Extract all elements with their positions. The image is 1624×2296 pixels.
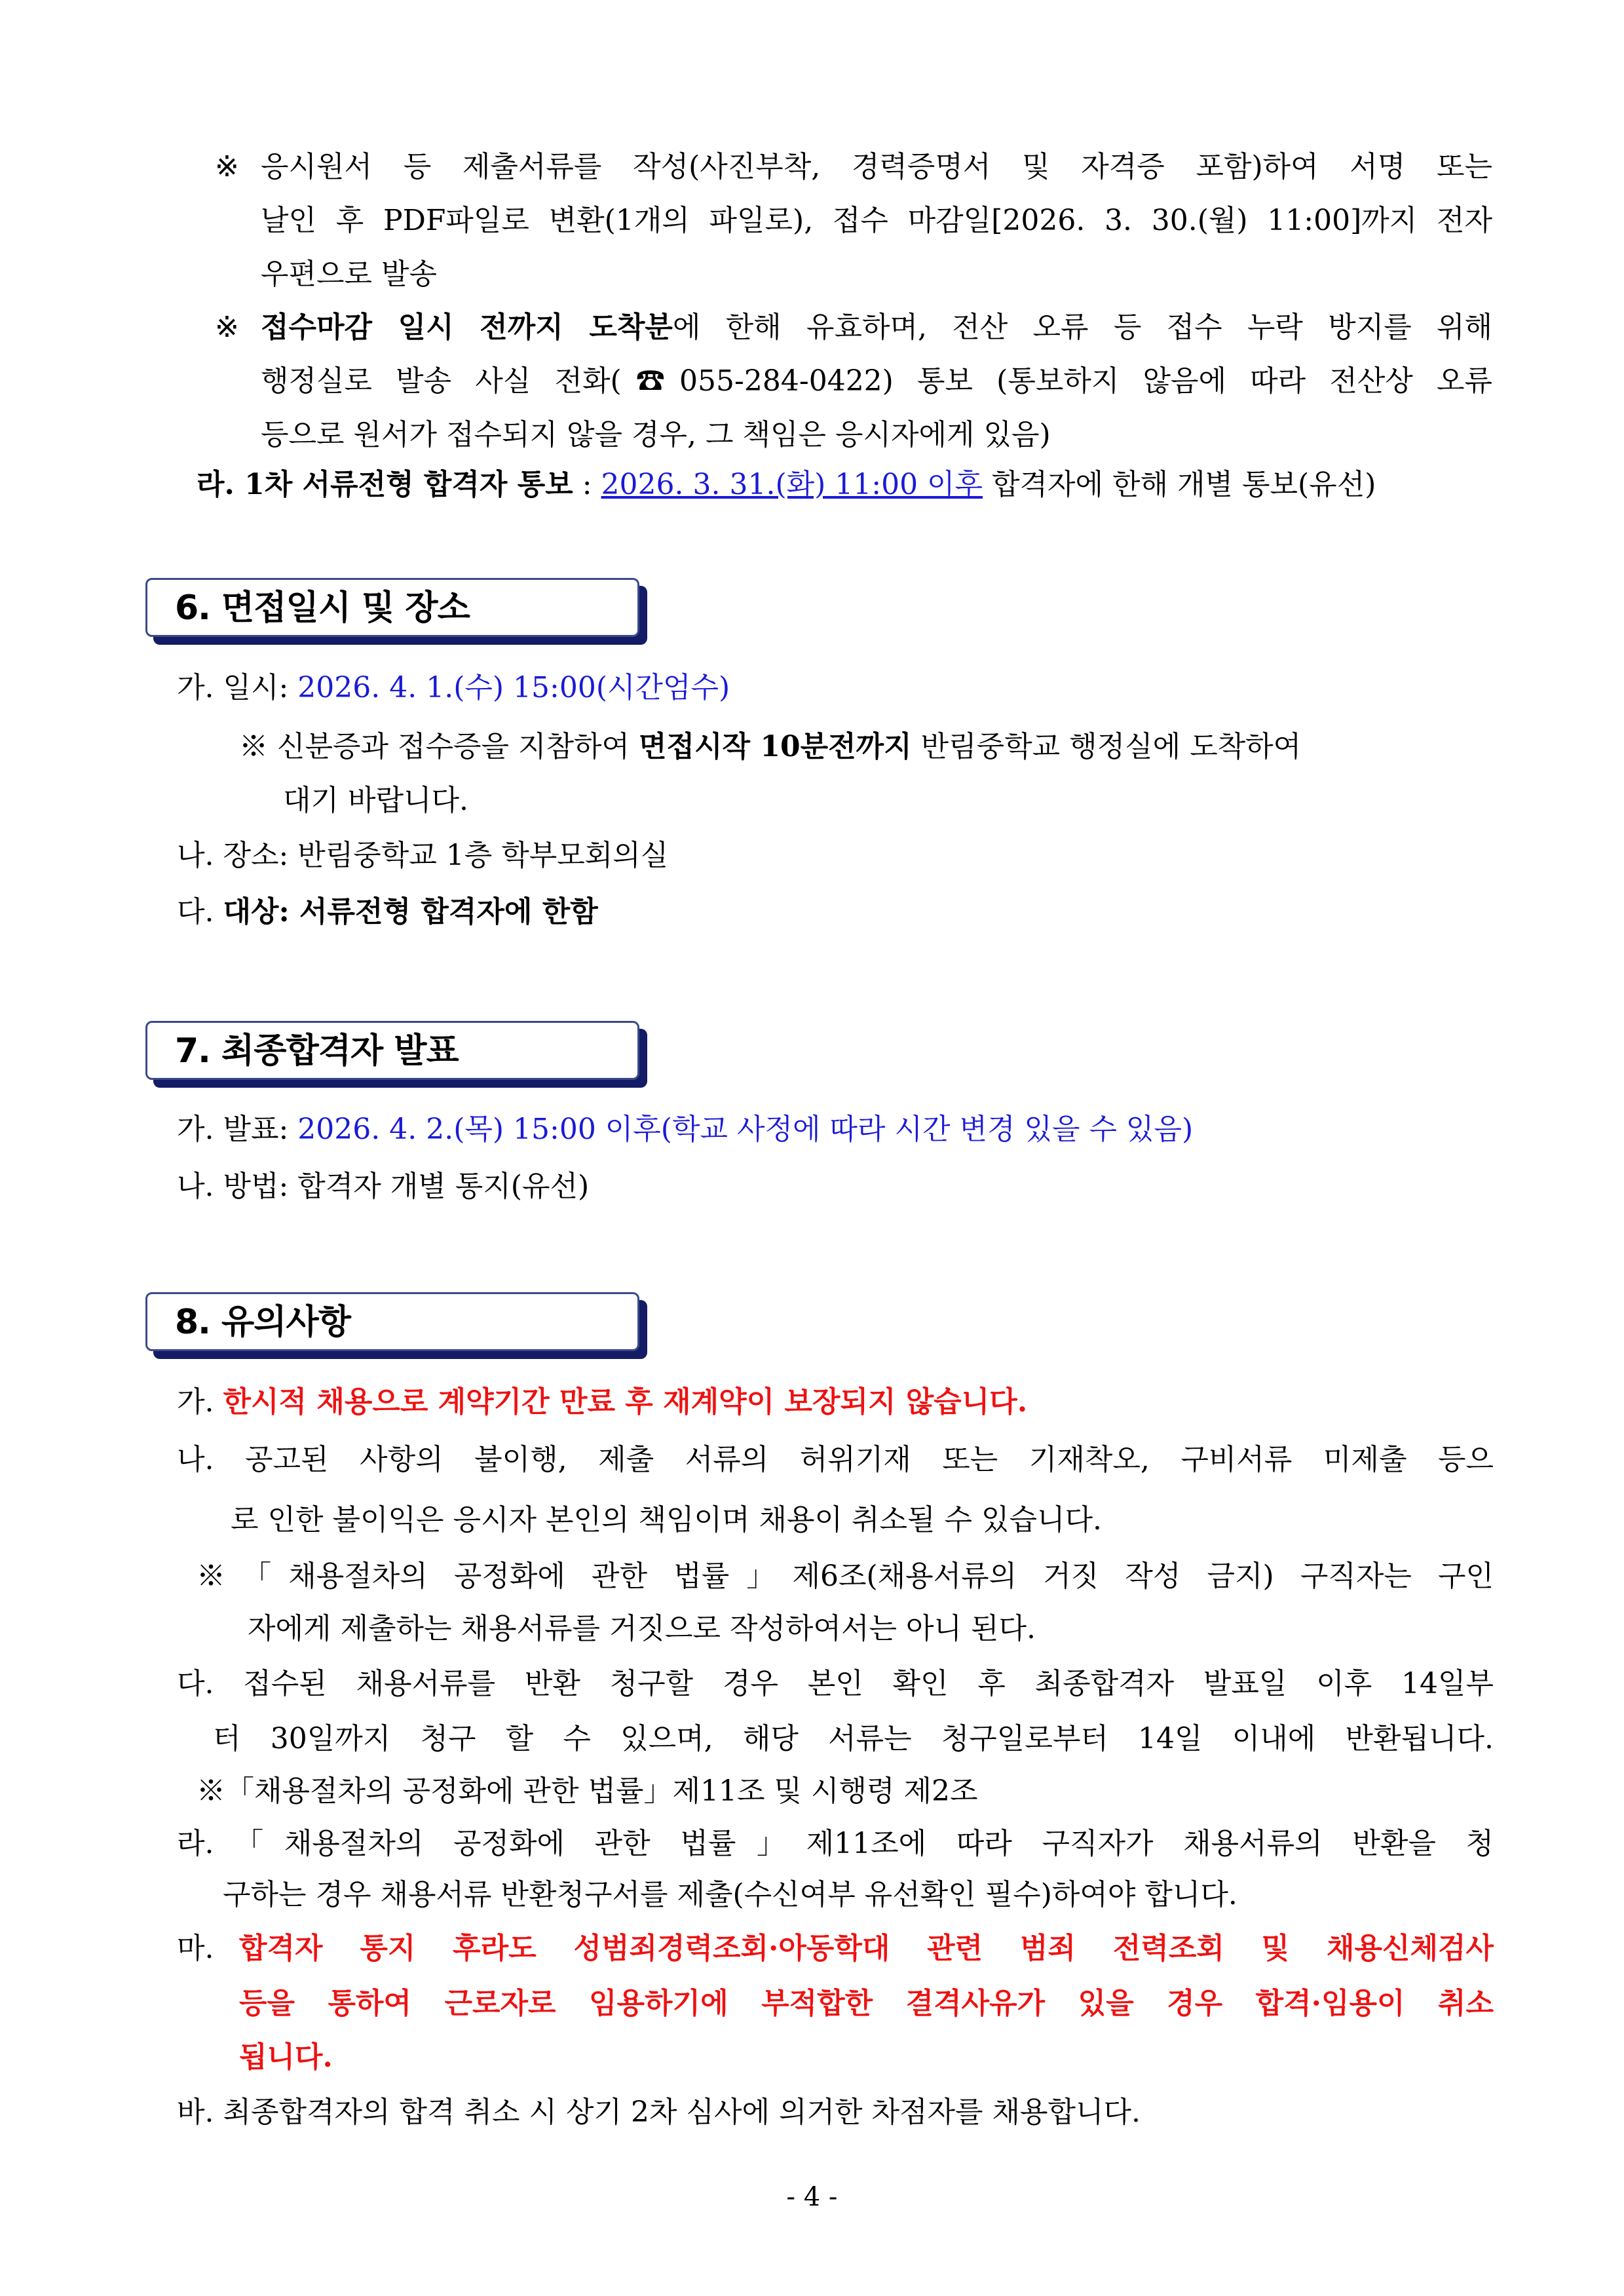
caution-e-line-1: 합격자 통지 후라도 성범죄경력조회·아동학대 관련 범죄 전력조회 및 채용신체검사 bbox=[239, 1932, 1494, 1965]
caution-b-line-1: 나. 공고된 사항의 불이행, 제출 서류의 허위기재 또는 기재착오, 구비서류 미제출 등으 bbox=[177, 1443, 1494, 1476]
caution-e-line-3: 됩니다. bbox=[239, 2040, 333, 2074]
first-result-date-link[interactable]: 2026. 3. 31.(화) 11:00 이후 bbox=[601, 468, 983, 501]
interview-note-line-1 bbox=[239, 727, 1301, 767]
interview-date-value: 2026. 4. 1.(수) 15:00(시간엄수) bbox=[297, 671, 730, 704]
interview-target bbox=[177, 892, 598, 932]
deadline-note-line-3: 등으로 원서가 접수되지 않을 경우, 그 책임은 응시자에게 있음) bbox=[261, 418, 1051, 451]
caution-a bbox=[177, 1383, 1027, 1422]
announcement-date-value: 2026. 4. 2.(목) 15:00 이후(학교 사정에 따라 시간 변경 있을 수 있음) bbox=[297, 1113, 1194, 1146]
interview-target-bold: 대상: 서류전형 합격자에 한함 bbox=[223, 895, 598, 928]
caution-b-note-line-2: 자에게 제출하는 채용서류를 거짓으로 작성하여서는 아니 된다. bbox=[248, 1612, 1036, 1645]
section-7-title: 7. 최종합격자 발표 bbox=[175, 1031, 459, 1071]
caution-c-line-1: 다. 접수된 채용서류를 반환 청구할 경우 본인 확인 후 최종합격자 발표일 이후 14일부 bbox=[177, 1667, 1494, 1700]
deadline-note-line-1 bbox=[261, 308, 1492, 347]
caution-d-line-2: 구하는 경우 채용서류 반환청구서를 제출(수신여부 유선확인 필수)하여야 합니다. bbox=[223, 1878, 1237, 1911]
first-result-label: 라. 1차 서류전형 합격자 통보 bbox=[197, 468, 573, 501]
section-7-header bbox=[145, 1021, 639, 1080]
caution-c-note: ※「채용절차의 공정화에 관한 법률」제11조 및 시행령 제2조 bbox=[197, 1774, 978, 1808]
caution-e-label: 마. bbox=[177, 1932, 214, 1965]
caution-c-line-2: 터 30일까지 청구 할 수 있으며, 해당 서류는 청구일로부터 14일 이내에 반환됩니다. bbox=[213, 1722, 1494, 1755]
caution-a-label: 가. bbox=[177, 1385, 223, 1419]
submission-note-line-3: 우편으로 발송 bbox=[261, 258, 438, 291]
interview-note-bold: 면접시작 10분전까지 bbox=[639, 730, 912, 763]
interview-date bbox=[177, 668, 730, 708]
announcement-method: 나. 방법: 합격자 개별 통지(유선) bbox=[177, 1170, 590, 1203]
caution-b-note-line-1: ※「채용절차의 공정화에 관한 법률」제6조(채용서류의 거짓 작성 금지) 구직자는 구인 bbox=[197, 1559, 1494, 1593]
note-mark: ※ bbox=[215, 311, 239, 344]
caution-f: 바. 최종합격자의 합격 취소 시 상기 2차 심사에 의거한 차점자를 채용합니다. bbox=[177, 2095, 1141, 2129]
interview-target-label: 다. bbox=[177, 895, 223, 928]
section-8-header bbox=[145, 1292, 639, 1351]
announcement-date-label: 가. 발표: bbox=[177, 1113, 298, 1146]
deadline-rest: 에 한해 유효하며, 전산 오류 등 접수 누락 방지를 위해 bbox=[672, 311, 1492, 344]
note-mark: ※ bbox=[215, 150, 239, 183]
section-8-title: 8. 유의사항 bbox=[175, 1303, 350, 1342]
caution-b-line-2: 로 인한 불이익은 응시자 본인의 책임이며 채용이 취소될 수 있습니다. bbox=[231, 1503, 1102, 1537]
submission-note-line-1: 응시원서 등 제출서류를 작성(사진부착, 경력증명서 및 자격증 포함)하여 서명 또는 bbox=[261, 150, 1492, 183]
interview-date-label: 가. 일시: bbox=[177, 671, 298, 704]
announcement-date bbox=[177, 1110, 1193, 1149]
section-6-header bbox=[145, 578, 639, 637]
caution-a-text: 한시적 채용으로 계약기간 만료 후 재계약이 보장되지 않습니다. bbox=[223, 1385, 1028, 1419]
section-6-title: 6. 면접일시 및 장소 bbox=[175, 588, 470, 628]
interview-place: 나. 장소: 반림중학교 1층 학부모회의실 bbox=[177, 839, 669, 872]
deadline-bold: 접수마감 일시 전까지 도착분 bbox=[261, 311, 673, 344]
first-result-rest: 합격자에 한해 개별 통보(유선) bbox=[983, 468, 1376, 501]
interview-note-pre: ※ 신분증과 접수증을 지참하여 bbox=[239, 730, 639, 763]
submission-note-line-2: 날인 후 PDF파일로 변환(1개의 파일로), 접수 마감일[2026. 3. 30.(월) 11:00]까지 전자 bbox=[261, 204, 1492, 237]
first-result-notice bbox=[197, 465, 1376, 505]
page-number: - 4 - bbox=[786, 2182, 838, 2212]
deadline-note-line-2: 행정실로 발송 사실 전화(☎055-284-0422) 통보 (통보하지 않음에 따라 전산상 오류 bbox=[261, 364, 1492, 398]
interview-note-post: 반림중학교 행정실에 도착하여 bbox=[911, 730, 1302, 763]
caution-e-line-2: 등을 통하여 근로자로 임용하기에 부적합한 결격사유가 있을 경우 합격·임용이 취소 bbox=[239, 1987, 1494, 2020]
interview-note-line-2: 대기 바랍니다. bbox=[283, 784, 468, 817]
first-result-colon: : bbox=[573, 468, 601, 501]
caution-d-line-1: 라.「채용절차의 공정화에 관한 법률」제11조에 따라 구직자가 채용서류의 반환을 청 bbox=[177, 1827, 1494, 1860]
